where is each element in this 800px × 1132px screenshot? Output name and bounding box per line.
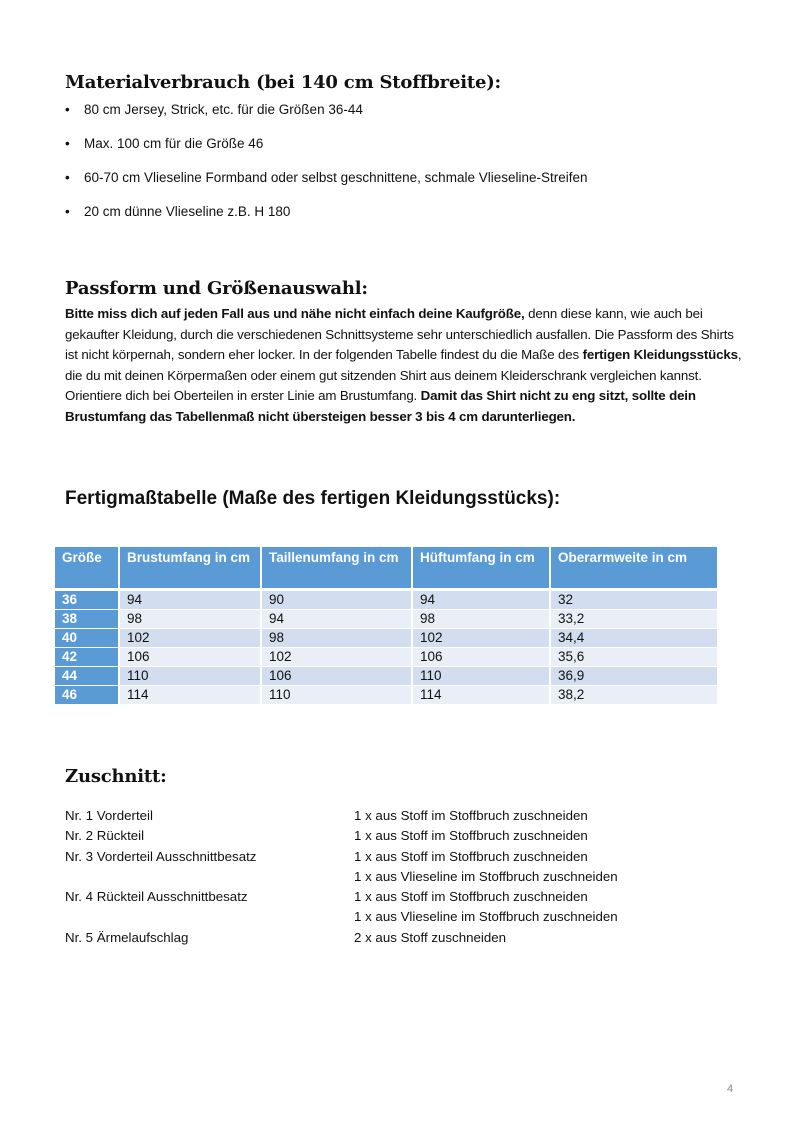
cut-part-name: Nr. 3 Vorderteil Ausschnittbesatz — [65, 848, 257, 864]
table-cell: 98 — [261, 629, 412, 648]
cut-row — [65, 867, 618, 887]
table-cell: 34,4 — [550, 629, 717, 648]
table-cell: 106 — [119, 648, 261, 667]
list-item — [65, 134, 588, 168]
cut-instruction: 2 x aus Stoff zuschneiden — [354, 929, 507, 945]
list-item-text: 20 cm dünne Vlieseline z.B. H 180 — [84, 204, 291, 219]
column-header: Hüftumfang in cm — [412, 547, 550, 590]
cut-instruction: 1 x aus Stoff im Stoffbruch zuschneiden — [354, 828, 588, 844]
size-cell: 42 — [55, 648, 119, 667]
cut-row — [65, 806, 618, 826]
paragraph-segment: Bitte miss dich auf jeden Fall aus und nähe nicht einfach deine Kaufgröße, — [65, 306, 525, 321]
bullet-icon: • — [65, 170, 70, 185]
table-row — [55, 590, 717, 610]
passform-heading: Passform und Größenauswahl: — [65, 278, 368, 299]
table-row — [55, 686, 717, 705]
cut-instruction: 1 x aus Stoff im Stoffbruch zuschneiden — [354, 848, 588, 864]
table-cell: 35,6 — [550, 648, 717, 667]
table-row — [55, 667, 717, 686]
cut-instruction: 1 x aus Stoff im Stoffbruch zuschneiden — [354, 808, 588, 823]
table-cell: 102 — [412, 629, 550, 648]
list-item — [65, 202, 588, 236]
table-cell: 90 — [261, 590, 412, 610]
column-header: Brustumfang in cm — [119, 547, 261, 590]
table-cell: 98 — [119, 610, 261, 629]
zuschnitt-heading: Zuschnitt: — [65, 766, 167, 787]
cut-part-name: Nr. 2 Rückteil — [65, 828, 145, 844]
bullet-icon: • — [65, 136, 70, 151]
material-heading: Materialverbrauch (bei 140 cm Stoffbreite): — [65, 72, 501, 93]
table-cell: 33,2 — [550, 610, 717, 629]
table-cell: 38,2 — [550, 686, 717, 705]
list-item-text: Max. 100 cm für die Größe 46 — [84, 136, 264, 151]
cut-part-name — [65, 867, 354, 887]
list-item — [65, 168, 588, 202]
size-cell: 44 — [55, 667, 119, 686]
cut-instruction: 1 x aus Vlieseline im Stoffbruch zuschneiden — [354, 868, 618, 884]
page-number: 4 — [727, 1083, 734, 1095]
cut-row — [65, 847, 618, 867]
column-header: Taillenumfang in cm — [261, 547, 412, 590]
table-cell: 110 — [119, 667, 261, 686]
cut-row — [65, 928, 618, 948]
column-header: Oberarmweite in cm — [550, 547, 717, 590]
size-table — [55, 547, 717, 705]
paragraph-segment: , die du mit deinen Körpermaßen oder einem gut sitzenden Shirt aus deinem Kleiderschrank vergleichen kannst. Orientiere dich bei Oberteilen in erster Linie am Brustumfang. — [65, 347, 742, 403]
cut-row — [65, 887, 618, 907]
cut-row — [65, 826, 618, 846]
size-cell: 36 — [55, 590, 119, 610]
list-item-text: 60-70 cm Vlieseline Formband oder selbst geschnittene, schmale Vlieseline-Streifen — [84, 170, 588, 185]
table-cell: 114 — [412, 686, 550, 705]
size-table-heading: Fertigmaßtabelle (Maße des fertigen Kleidungsstücks): — [65, 488, 561, 509]
cut-row — [65, 907, 618, 927]
column-header: Größe — [55, 547, 119, 590]
list-item-text: 80 cm Jersey, Strick, etc. für die Größen 36-44 — [84, 102, 363, 117]
table-cell: 32 — [550, 590, 717, 610]
zuschnitt-list — [65, 806, 618, 948]
table-cell: 114 — [119, 686, 261, 705]
table-cell: 106 — [261, 667, 412, 686]
table-cell: 106 — [412, 648, 550, 667]
size-cell: 38 — [55, 610, 119, 629]
table-cell: 102 — [261, 648, 412, 667]
table-cell: 98 — [412, 610, 550, 629]
table-cell: 94 — [261, 610, 412, 629]
paragraph-segment: Damit das Shirt nicht zu eng sitzt, sollte dein Brustumfang das Tabellenmaß nicht übersteigen besser 3 bis 4 cm darunterliegen. — [65, 388, 696, 424]
table-cell: 94 — [412, 590, 550, 610]
list-item — [65, 100, 588, 134]
paragraph-segment: fertigen Kleidungsstücks — [582, 347, 738, 362]
size-cell: 46 — [55, 686, 119, 705]
size-cell: 40 — [55, 629, 119, 648]
table-cell: 36,9 — [550, 667, 717, 686]
bullet-icon: • — [65, 102, 70, 117]
cut-part-name: Nr. 4 Rückteil Ausschnittbesatz — [65, 889, 248, 905]
cut-instruction: 1 x aus Stoff im Stoffbruch zuschneiden — [354, 889, 588, 905]
table-row — [55, 610, 717, 629]
material-list — [65, 100, 588, 236]
table-row — [55, 648, 717, 667]
passform-paragraph — [65, 304, 745, 427]
bullet-icon: • — [65, 204, 70, 219]
cut-part-name: Nr. 5 Ärmelaufschlag — [65, 929, 189, 945]
paragraph-segment: denn diese kann, wie auch bei gekaufter Kleidung, durch die verschiedenen Schnittsysteme sehr unterschiedlich ausfallen. Die Passform des Shirts ist nicht körpernah, sondern eher locker. In der folgenden Tabelle findest du die Maße des — [65, 306, 734, 362]
table-cell: 94 — [119, 590, 261, 610]
cut-part-name — [65, 907, 354, 927]
table-cell: 102 — [119, 629, 261, 648]
cut-instruction: 1 x aus Vlieseline im Stoffbruch zuschneiden — [354, 909, 618, 925]
table-cell: 110 — [412, 667, 550, 686]
table-header-row — [55, 547, 717, 590]
cut-part-name: Nr. 1 Vorderteil — [65, 808, 153, 823]
table-cell: 110 — [261, 686, 412, 705]
table-row — [55, 629, 717, 648]
